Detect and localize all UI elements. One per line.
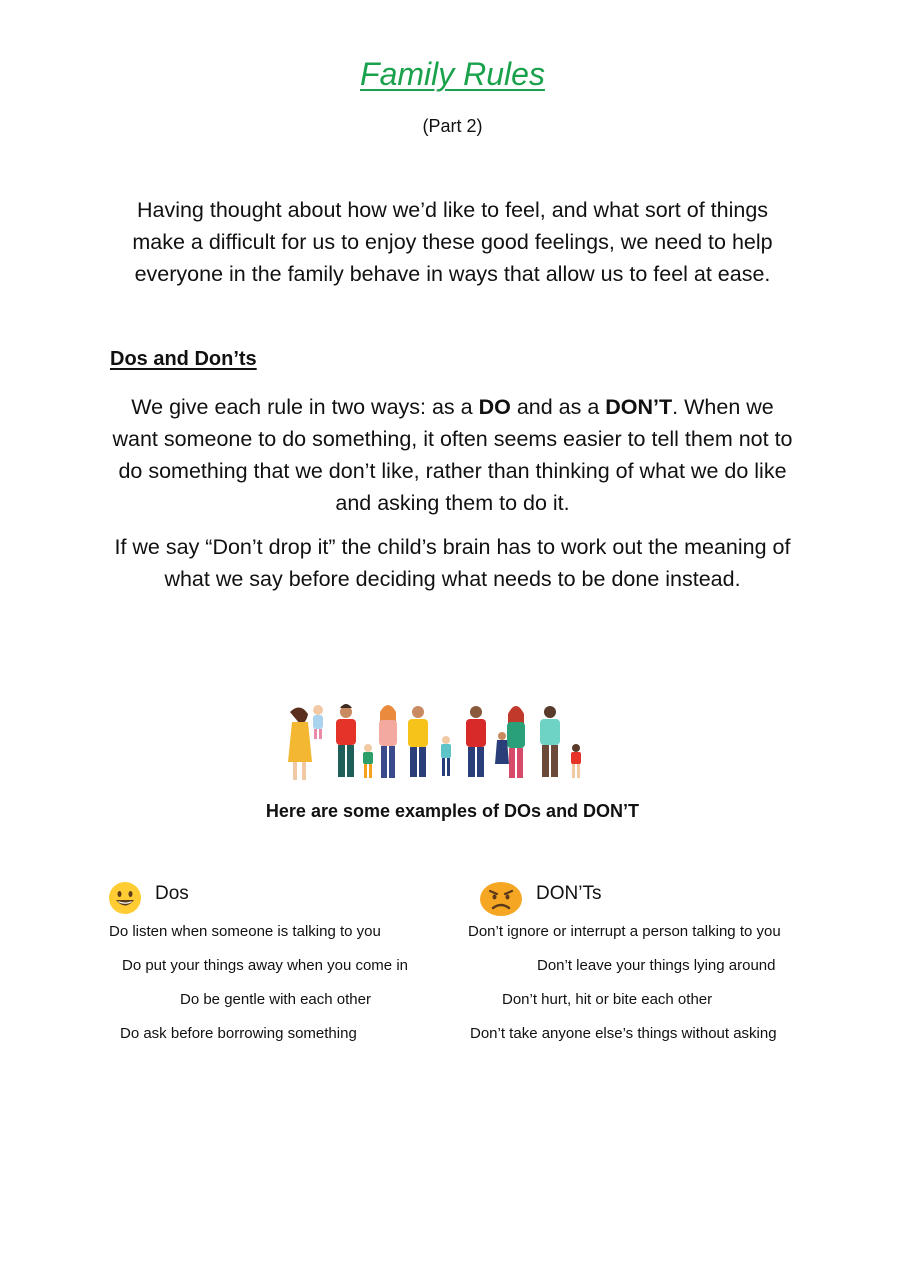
figure-man-red-2 — [466, 706, 486, 777]
dos-item-2: Do put your things away when you come in — [122, 957, 408, 974]
family-illustration — [280, 700, 592, 784]
dos-item-4: Do ask before borrowing something — [120, 1025, 357, 1042]
donts-item-3: Don’t hurt, hit or bite each other — [502, 991, 713, 1008]
rule-text-before: We give each rule in two ways: as a — [131, 395, 479, 419]
section-heading: Dos and Don’ts — [110, 348, 257, 370]
figure-child-3 — [571, 744, 581, 778]
donts-label: DON’Ts — [536, 883, 602, 904]
figure-man-red — [336, 704, 356, 777]
figure-man-yellow — [408, 706, 428, 777]
dos-label: Dos — [155, 883, 189, 904]
rule-text-middle: and as a — [510, 395, 606, 419]
examples-heading: Here are some examples of DOs and DON’T — [265, 801, 640, 821]
rule-paragraph-2: If we say “Don’t drop it” the child’s brain has to work out the meaning of what we say before deciding what needs to be done instead. — [114, 535, 791, 591]
donts-item-1: Don’t ignore or interrupt a person talking to you — [468, 923, 781, 940]
figure-man-teal — [540, 706, 560, 777]
intro-paragraph: Having thought about how we’d like to feel, and what sort of things make a difficult for us to enjoy these good feelings, we need to help everyone in the family behave in ways that allow us to feel at ease. — [132, 198, 773, 286]
figure-mother-baby — [288, 705, 323, 780]
dos-item-1: Do listen when someone is talking to you — [109, 923, 381, 940]
page-title: Family Rules — [360, 56, 545, 92]
dont-word: DON’T — [605, 395, 673, 419]
smiley-face-icon — [108, 881, 142, 915]
page-subtitle: (Part 2) — [422, 116, 483, 136]
figure-woman-green — [495, 706, 525, 778]
figure-child-2 — [441, 736, 451, 776]
donts-item-2: Don’t leave your things lying around — [537, 957, 776, 974]
figure-woman-orange — [379, 705, 397, 778]
rule-paragraph-1 — [110, 391, 795, 519]
figure-child-1 — [363, 744, 373, 778]
do-word: DO — [478, 395, 511, 419]
rule-text-after: . When we want someone to do something, it often seems easier to tell them not to do something that we don’t like, rather than thinking of what we do like and asking them to do it. — [112, 395, 793, 515]
angry-face-icon — [479, 881, 523, 917]
dos-item-3: Do be gentle with each other — [180, 991, 371, 1008]
donts-item-4: Don’t take anyone else’s things without asking — [470, 1025, 777, 1042]
